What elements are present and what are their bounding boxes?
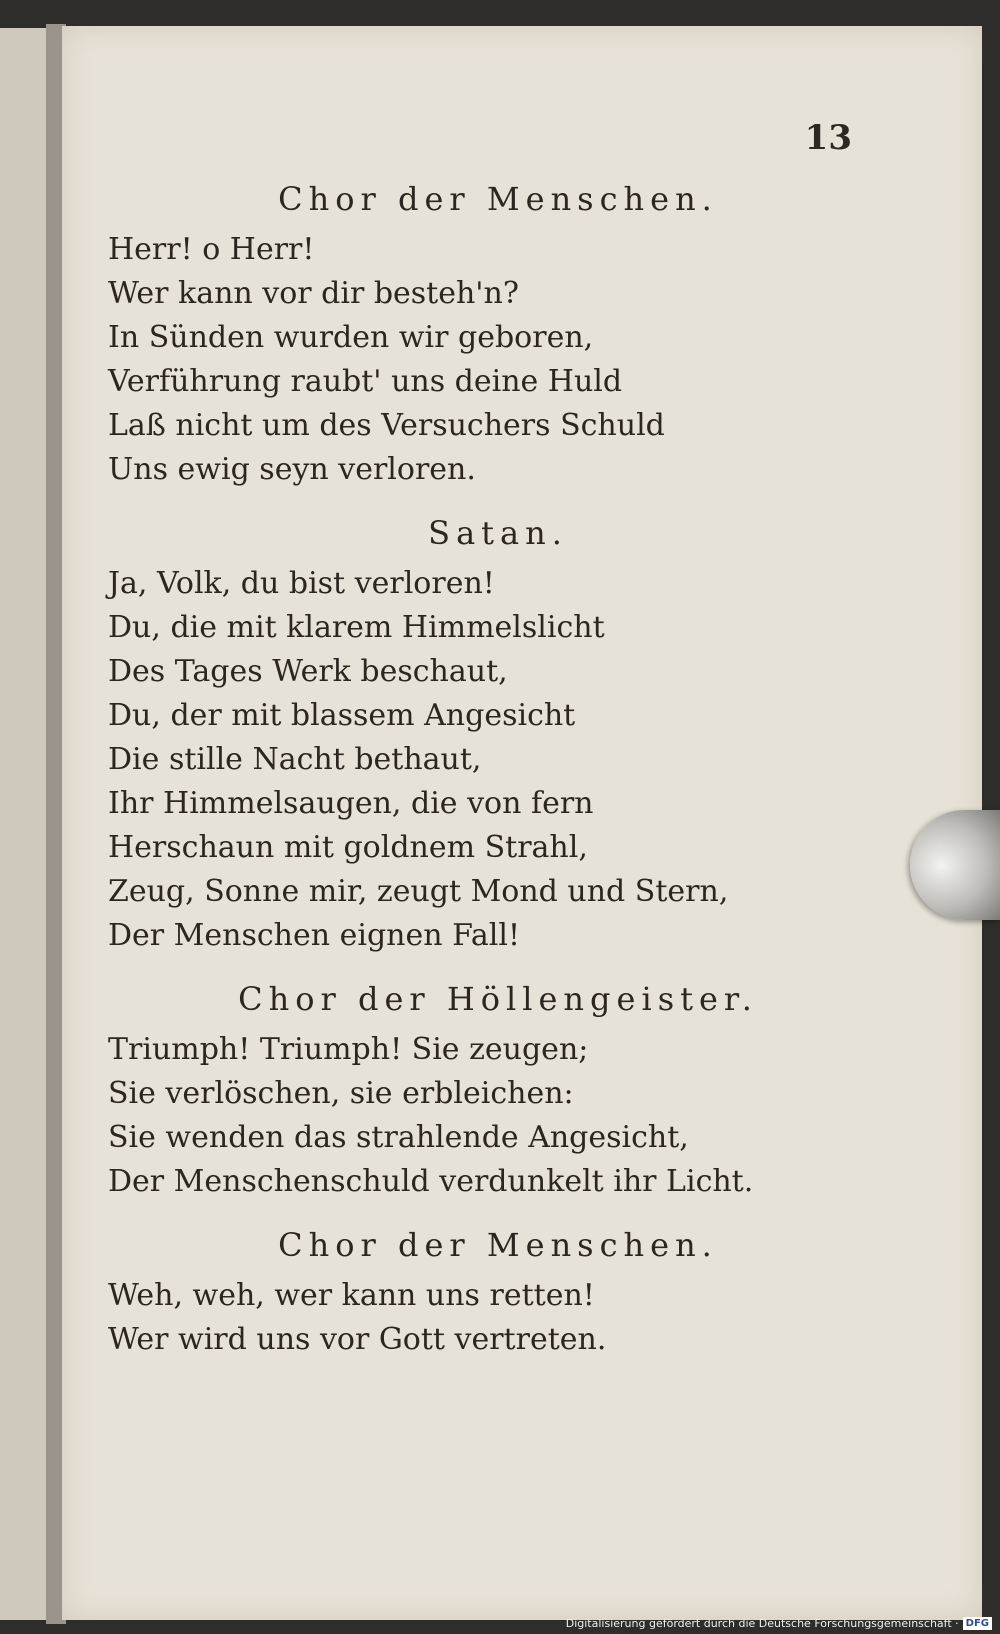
verse-line: Zeug, Sonne mir, zeugt Mond und Stern,: [108, 874, 729, 909]
credit-text: Digitalisierung gefördert durch die Deutsche Forschungsgemeinschaft ·: [565, 1617, 959, 1630]
section-chor-der-menschen-1: [108, 176, 888, 492]
poem-text: [108, 176, 888, 1380]
digitization-credit: [566, 1617, 992, 1630]
verse-line: Herschaun mit goldnem Strahl,: [108, 830, 588, 865]
section-heading: Chor der Menschen.: [278, 1226, 718, 1264]
verse-line: Des Tages Werk beschaut,: [108, 654, 508, 689]
verse-line: Verführung raubt' uns deine Huld: [108, 364, 623, 399]
verse-line: Sie wenden das strahlende Angesicht,: [108, 1120, 689, 1155]
verse-line: Du, der mit blassem Angesicht: [108, 698, 576, 733]
verse-line: Wer kann vor dir besteh'n?: [108, 276, 519, 311]
section-heading: Satan.: [428, 514, 568, 552]
page-number: 13: [804, 118, 852, 158]
verse-line: Ja, Volk, du bist verloren!: [108, 566, 495, 601]
section-heading: Chor der Menschen.: [278, 180, 718, 218]
verse-line: Der Menschen eignen Fall!: [108, 918, 521, 953]
verse-line: Weh, weh, wer kann uns retten!: [108, 1278, 595, 1313]
section-heading: Chor der Höllengeister.: [238, 980, 758, 1018]
verse-line: Wer wird uns vor Gott vertreten.: [108, 1322, 607, 1357]
section-chor-der-hoellengeister: [108, 976, 888, 1204]
book-page: [62, 26, 982, 1620]
verse-line: Herr! o Herr!: [108, 232, 315, 267]
section-chor-der-menschen-2: [108, 1222, 888, 1362]
verse-line: Uns ewig seyn verloren.: [108, 452, 476, 487]
verse-line: Laß nicht um des Versuchers Schuld: [108, 408, 665, 443]
verse-line: Du, die mit klarem Himmelslicht: [108, 610, 605, 645]
verse-line: Die stille Nacht bethaut,: [108, 742, 482, 777]
verse-line: Ihr Himmelsaugen, die von fern: [108, 786, 594, 821]
section-satan: [108, 510, 888, 958]
verse-line: Der Menschenschuld verdunkelt ihr Licht.: [108, 1164, 754, 1199]
verse-line: In Sünden wurden wir geboren,: [108, 320, 594, 355]
dfg-logo: DFG: [963, 1617, 992, 1630]
verse-line: Triumph! Triumph! Sie zeugen;: [108, 1032, 589, 1067]
verse-line: Sie verlöschen, sie erbleichen:: [108, 1076, 574, 1111]
